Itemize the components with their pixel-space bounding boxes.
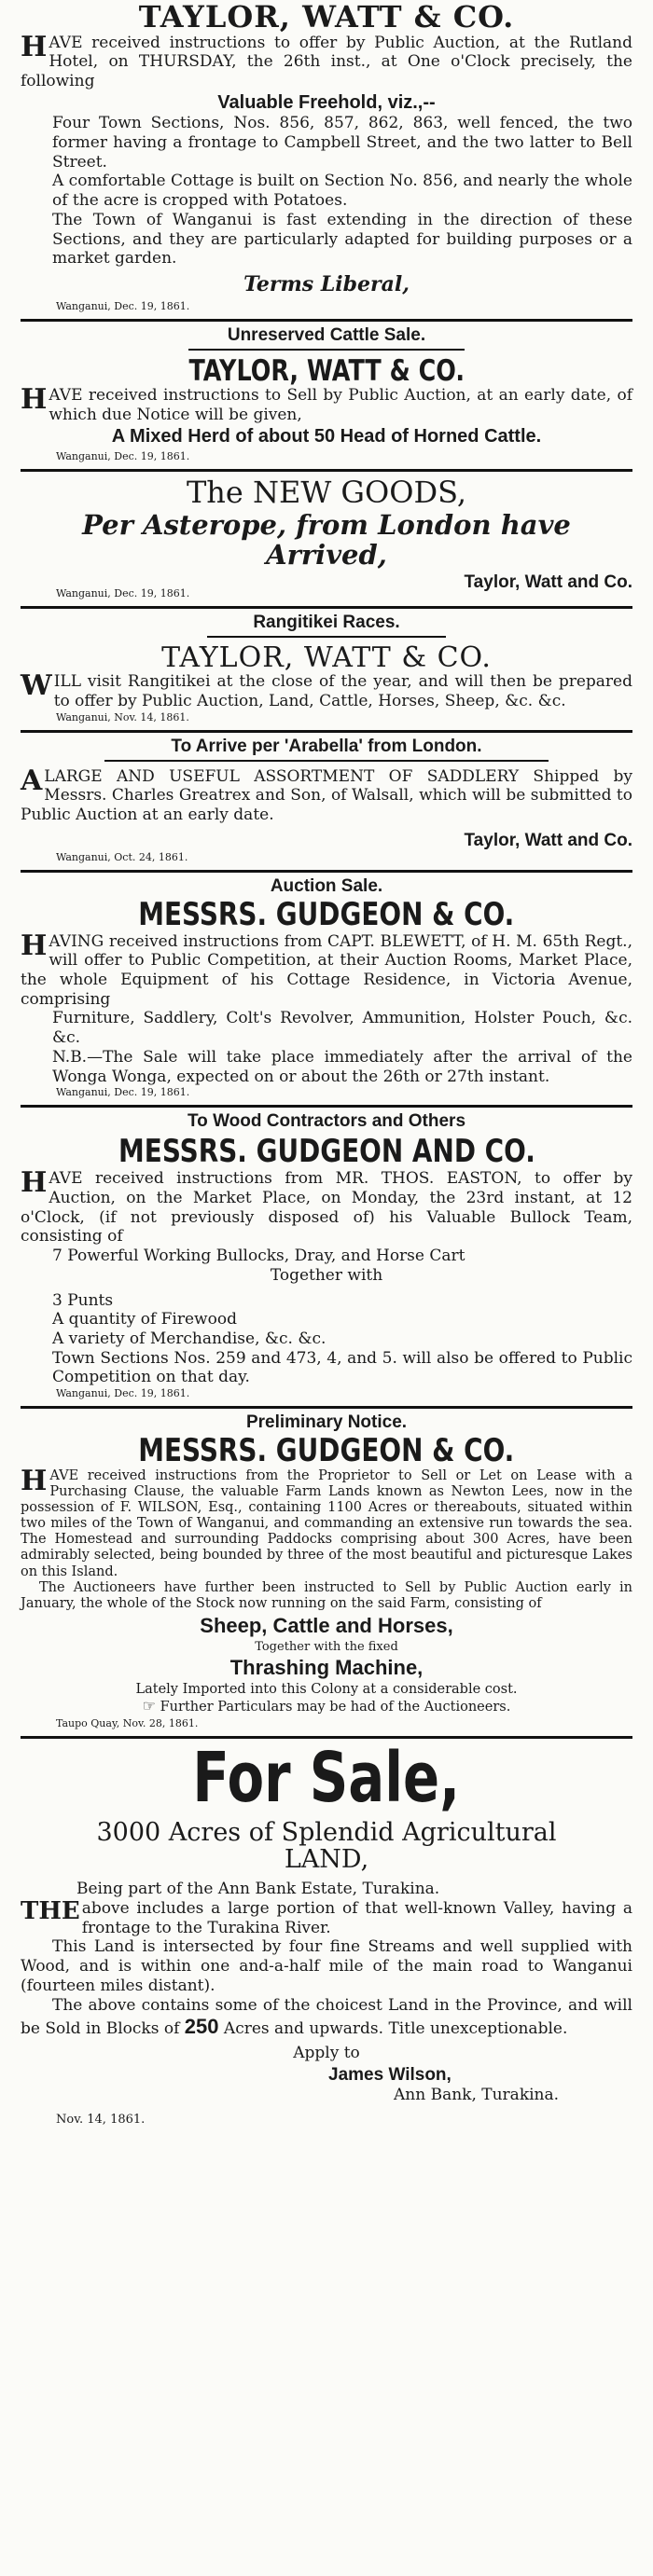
ad2-title-text: TAYLOR, WATT & CO. xyxy=(188,353,465,388)
ad1-dateline: Wanganui, Dec. 19, 1861. xyxy=(56,299,190,312)
ad9-drop-cap: THE xyxy=(21,1896,80,1925)
ad9-paragraph-2: above includes a large portion of that well-known Valley, having a frontage to the Turakina River. xyxy=(81,1898,632,1937)
divider xyxy=(21,870,632,873)
ad6-heading: Auction Sale. xyxy=(270,875,383,896)
ad2-lead: A Mixed Herd of about 50 Head of Horned Cattle. xyxy=(111,425,542,447)
ad8-paragraph-1: AVE received instructions from the Proprietor to Sell or Let on Lease with a Purchasing Clause, the valuable Farm Lands known as Newton Lees, now in the possession of F. WILSON, Esq., containing 1100 Acres or thereabouts, situated within two miles of the Town of Wanganui, and commanding an extensive run towards the sea. The Homestead and surrounding Paddocks comprising about 300 Acres, have been admirably selected, being bounded by three of the most beautiful and picturesque Lakes on this Island. xyxy=(21,1467,632,1579)
ad9-paragraph-3: This Land is intersected by four fine Streams and well supplied with Wood, and is within one and-a-half mile of the main road to Wanganui (fourteen miles distant). xyxy=(21,1937,632,1995)
ad9-dateline: Nov. 14, 1861. xyxy=(56,2112,146,2127)
ad7-paragraph-1: AVE received instructions from MR. THOS. EASTON, to offer by Auction, on the Market Place, on Monday, the 23rd instant, at 12 o'Clock, (if not previously disposed of) his Valuable Bullock Team, consisting of xyxy=(21,1169,632,1247)
ad5-drop-cap: A xyxy=(21,764,43,797)
ad9-title-text: For Sale, xyxy=(192,1738,461,1819)
ad9-paragraph-4a: The above contains some of the choicest Land in the Province, and will be Sold in Blocks of xyxy=(21,1995,632,2039)
ad9-subtitle-2: LAND, xyxy=(284,1845,369,1875)
ad-rangitikei-races xyxy=(21,613,632,723)
ad-unreserved-cattle xyxy=(21,325,632,462)
ad7-item: 7 Powerful Working Bullocks, Dray, and Horse Cart xyxy=(52,1247,465,1266)
divider xyxy=(21,319,632,322)
ad3-subtitle: Per Asterope, from London have Arrived, xyxy=(82,508,571,571)
ad6-paragraph-1: AVING received instructions from CAPT. BLEWETT, of H. M. 65th Regt., will offer to Public Competition, at their Auction Rooms, Market Place, the whole Equipment of his Cottage Residence, in Victoria Avenue, comprising xyxy=(21,931,632,1009)
ad9-signature: James Wilson, xyxy=(328,2064,452,2085)
ad2-dateline: Wanganui, Dec. 19, 1861. xyxy=(56,450,190,463)
ad1-lead: Valuable Freehold, viz.,-- xyxy=(217,91,436,113)
ad6-title-text: MESSRS. GUDGEON & CO. xyxy=(138,895,515,933)
ad4-title: TAYLOR, WATT & CO. xyxy=(161,641,492,674)
ad1-drop-cap: H xyxy=(21,30,48,63)
ad-gudgeon-auction-sale xyxy=(21,876,632,1099)
ad8-paragraph-3: Lately Imported into this Colony at a considerable cost. xyxy=(135,1681,518,1697)
ad7-item: Town Sections Nos. 259 and 473, 4, and 5. will also be offered to Public Competition on that day. xyxy=(52,1348,632,1387)
ad8-title-text: MESSRS. GUDGEON & CO. xyxy=(138,1432,515,1470)
ad-preliminary-notice xyxy=(21,1412,632,1729)
ad6-paragraph-2: Furniture, Saddlery, Colt's Revolver, Ammunition, Holster Pouch, &c. &c. xyxy=(52,1009,632,1048)
ad1-paragraph-2: Four Town Sections, Nos. 856, 857, 862, 863, well fenced, the two former having a frontage to Campbell Street, and the two latter to Bell Street. xyxy=(52,114,632,172)
ad7-dateline: Wanganui, Dec. 19, 1861. xyxy=(56,1387,190,1400)
ad1-title: TAYLOR, WATT & CO. xyxy=(138,0,515,34)
ad4-paragraph-1: ILL visit Rangitikei at the close of the year, and will then be prepared to offer by Public Auction, Land, Cattle, Horses, Sheep, &c. &c. xyxy=(53,672,632,710)
ad8-lead-1: Sheep, Cattle and Horses, xyxy=(200,1613,453,1637)
ad6-title xyxy=(21,895,632,933)
ad8-title xyxy=(21,1432,632,1470)
ad7-title xyxy=(21,1133,632,1171)
heading-underline xyxy=(188,349,465,351)
ad9-signature-place: Ann Bank, Turakina. xyxy=(394,2085,560,2104)
ad3-signature: Taylor, Watt and Co. xyxy=(464,572,632,592)
ad2-title xyxy=(21,353,632,388)
ad8-lead-2: Thrashing Machine, xyxy=(229,1655,424,1679)
divider xyxy=(21,1105,632,1108)
ad2-heading: Unreserved Cattle Sale. xyxy=(227,324,426,345)
divider xyxy=(21,469,632,472)
ad7-title-text: MESSRS. GUDGEON AND CO. xyxy=(118,1133,535,1171)
ad9-subtitle-1: 3000 Acres of Splendid Agricultural xyxy=(96,1817,557,1847)
ad8-drop-cap: H xyxy=(21,1464,48,1497)
ad9-acre-blocks: 250 xyxy=(184,2015,219,2039)
ad4-drop-cap: W xyxy=(21,669,52,703)
ad6-dateline: Wanganui, Dec. 19, 1861. xyxy=(56,1086,190,1099)
ad5-paragraph-1: LARGE AND USEFUL ASSORTMENT OF SADDLERY Shipped by Messrs. Charles Greatrex and Son, of Walsall, which will be submitted to Public Auction at an early date. xyxy=(21,766,632,825)
divider xyxy=(21,730,632,733)
ad1-paragraph-1: AVE received instructions to offer by Public Auction, at the Rutland Hotel, on THURSDAY, the 26th inst., at One o'Clock precisely, the following xyxy=(21,33,632,91)
ad-new-goods xyxy=(21,477,632,599)
divider xyxy=(21,1406,632,1409)
ad1-paragraph-4: The Town of Wanganui is fast extending in the direction of these Sections, and they are particularly adapted for building purposes or a market garden. xyxy=(52,210,632,269)
ad7-item: A variety of Merchandise, &c. &c. xyxy=(52,1329,326,1348)
ad-arabella-saddlery xyxy=(21,737,632,863)
ad7-item: Together with xyxy=(270,1265,383,1285)
ad9-paragraph-4b: Acres and upwards. Title unexceptionable. xyxy=(223,2019,568,2039)
heading-underline xyxy=(207,636,446,638)
ad1-terms: Terms Liberal, xyxy=(243,272,410,297)
pointing-hand-icon: ☞ xyxy=(142,1696,157,1715)
ad6-drop-cap: H xyxy=(21,929,48,962)
ad8-paragraph-2: The Auctioneers have further been instructed to Sell by Public Auction early in January, the whole of the Stock now running on the said Farm, consisting of xyxy=(21,1579,632,1611)
ad7-drop-cap: H xyxy=(21,1166,48,1200)
ad9-title xyxy=(21,1738,632,1819)
ad3-title: The NEW GOODS, xyxy=(186,475,467,511)
ad9-paragraph-4 xyxy=(21,1996,632,2041)
ad4-dateline: Wanganui, Nov. 14, 1861. xyxy=(56,710,189,723)
ad-wood-contractors xyxy=(21,1111,632,1399)
ad8-dateline: Taupo Quay, Nov. 28, 1861. xyxy=(56,1717,199,1730)
ad9-paragraph-1: Being part of the Ann Bank Estate, Turakina. xyxy=(76,1880,440,1899)
ad7-heading: To Wood Contractors and Others xyxy=(187,1111,466,1132)
heading-underline xyxy=(104,760,549,762)
ad2-drop-cap: H xyxy=(21,383,48,417)
ad8-heading: Preliminary Notice. xyxy=(245,1412,408,1433)
ad7-item: 3 Punts xyxy=(52,1290,114,1310)
ad2-paragraph-1: AVE received instructions to Sell by Public Auction, at an early date, of which due Notice will be given, xyxy=(49,386,632,425)
ad9-apply: Apply to xyxy=(293,2044,360,2063)
ad8-together: Together with the fixed xyxy=(255,1639,398,1654)
ad-taylor-watt-freehold xyxy=(21,0,632,312)
ad6-paragraph-3: N.B.—The Sale will take place immediately after the arrival of the Wonga Wonga, expected on or about the 26th or 27th instant. xyxy=(52,1047,632,1086)
ad1-paragraph-3: A comfortable Cottage is built on Section No. 856, and nearly the whole of the acre is cropped with Potatoes. xyxy=(52,172,632,211)
divider xyxy=(21,606,632,609)
ad4-heading: Rangitikei Races. xyxy=(253,612,400,632)
ad3-dateline: Wanganui, Dec. 19, 1861. xyxy=(56,586,190,599)
ad8-paragraph-4: Further Particulars may be had of the Auctioneers. xyxy=(160,1699,511,1715)
ad-for-sale-land xyxy=(21,1738,632,2127)
ad7-item: A quantity of Firewood xyxy=(52,1310,237,1329)
ad5-signature: Taylor, Watt and Co. xyxy=(464,830,632,850)
ad5-heading: To Arrive per 'Arabella' from London. xyxy=(171,736,482,756)
ad5-dateline: Wanganui, Oct. 24, 1861. xyxy=(56,850,188,863)
